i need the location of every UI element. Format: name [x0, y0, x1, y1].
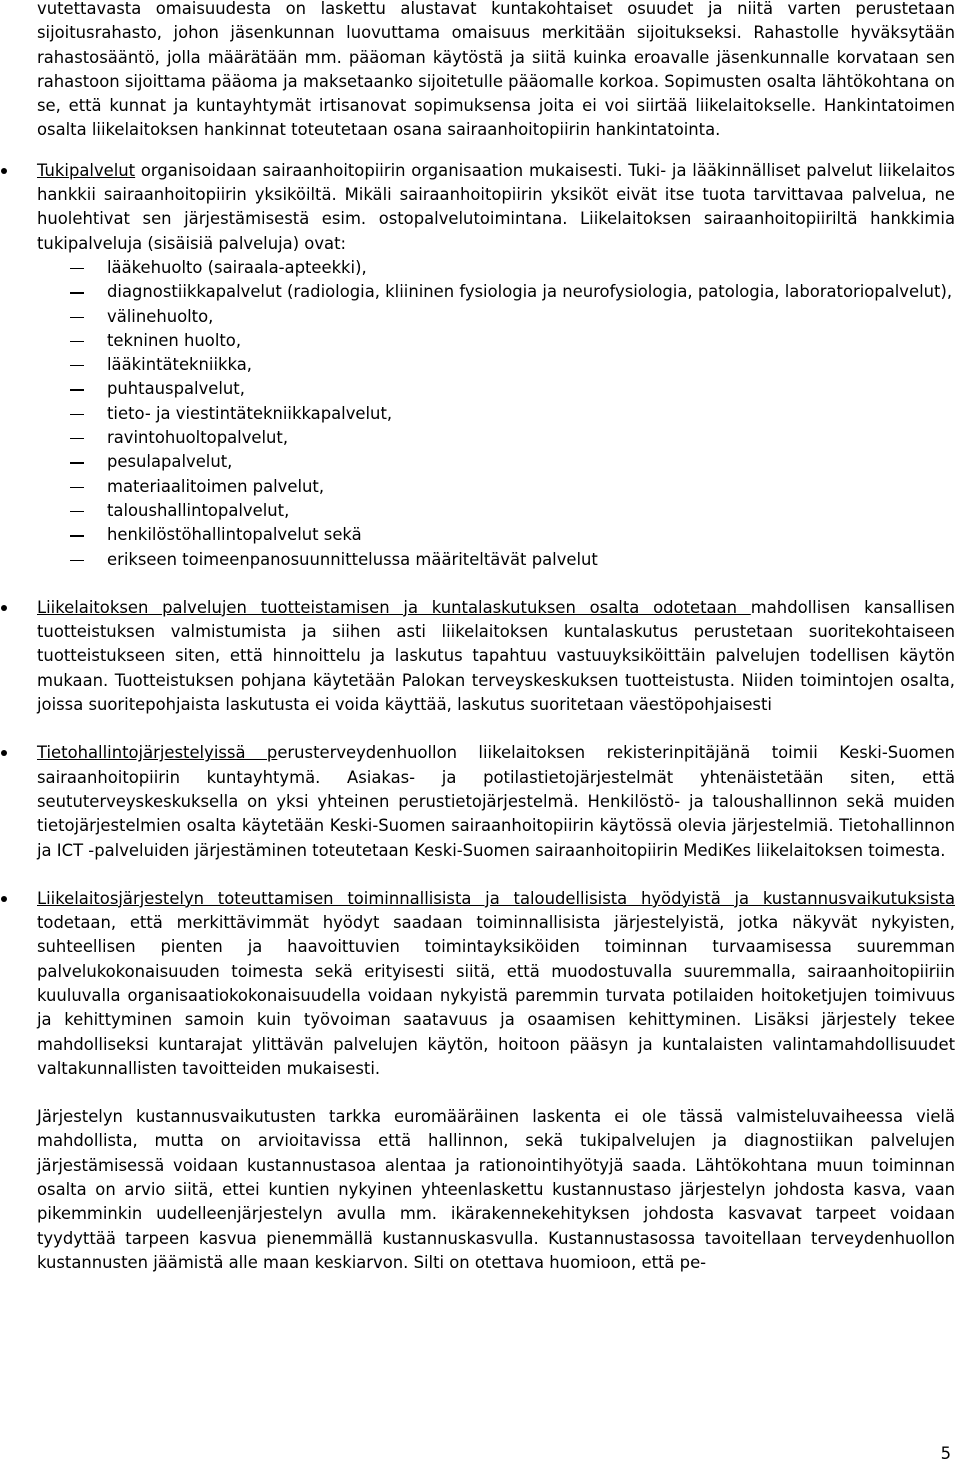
dash-marker — [70, 341, 84, 342]
list-item: tieto- ja viestintätekniikkapalvelut, — [37, 402, 955, 426]
productization-heading: Liikelaitoksen palvelujen tuotteistamisen ja kuntalaskutuksen osalta odotetaan — [37, 597, 751, 617]
dash-marker — [70, 268, 84, 269]
support-services-list — [37, 256, 955, 572]
list-item: lääkintätekniikka, — [37, 353, 955, 377]
list-item: ravintohuoltopalvelut, — [37, 426, 955, 450]
list-item: diagnostiikkapalvelut (radiologia, kliininen fysiologia ja neurofysiologia, patologia, laboratoriopalvelut), — [37, 280, 955, 304]
dash-marker — [70, 292, 84, 293]
list-item: taloushallintopalvelut, — [37, 499, 955, 523]
it-management-heading: Tietohallintojärjestelyissä p — [37, 743, 278, 763]
document-page — [37, 0, 955, 1275]
productization-text: mahdollisen kansallisen tuotteistuksen valmistumista ja siihen asti liikelaitoksen kuntalaskutus perustetaan suoritekohtaiseen tuotteistukseen siten, että hinnoittelu ja laskutus tapahtuu vastuuyksiköittäin palvelujen todellisen käytön mukaan. Tuotteistuksen pohjana käytetään Palokan terveyskeskuksen tuotteistusta. Niiden toimintojen osalta, joissa suoritepohjaista laskutusta ei voida käyttää, laskutus suoritetaan väestöpohjaisesti — [37, 597, 955, 715]
dash-marker — [70, 414, 84, 415]
support-services-paragraph — [37, 159, 955, 256]
dash-marker — [70, 535, 84, 536]
dash-marker — [70, 560, 84, 561]
list-item: erikseen toimeenpanosuunnittelussa määriteltävät palvelut — [37, 548, 955, 572]
benefits-text: todetaan, että merkittävimmät hyödyt saadaan toiminnallisista järjestelyistä, jotka näkyvät nykyisten, suhteellisen pienten ja haavoittuvien toimintayksiköiden toiminnan turvaamisessa suuremman palvelukokonaisuuden toimesta sekä erityisesti siitä, että muodostuvalla suuremmalla, sairaanhoitopiiriin kuuluvalla organisaatiokokonaisuudella voidaan nykyistä paremmin turvata potilaiden hoitoketjujen toimivuus ja kehittyminen samoin kuin työvoiman saatavuus ja osaamisen kehittyminen. Lisäksi järjestely tekee mahdolliseksi kuntarajat ylittävän palvelujen käytön, hoitoon pääsyn ja kuntalaisten valintamahdollisuudet valtakunnallisten tavoitteiden mukaisesti. — [37, 913, 955, 1078]
support-services-heading: Tukipalvelut — [37, 160, 136, 180]
dash-marker — [70, 317, 84, 318]
paragraph-cost-impact: Järjestelyn kustannusvaikutusten tarkka euromääräinen laskenta ei ole tässä valmisteluvaiheessa vielä mahdollista, mutta on arvioitavissa että hallinnon, sekä tukipalvelujen ja diagnostiikan palvelujen järjestämisessä voidaan kustannustasoa alentaa ja rationointihyötyjä saada. Lähtökohtana muun toiminnan osalta on arvio siitä, ettei kuntien nykyinen yhteenlaskettu kustannustaso järjestelyn johdosta kasva, vaan pikemminkin uudelleenjärjestelyn avulla mm. ikärakennekehityksen johdosta kasvavat tarpeet voidaan tyydyttää tarpeen kasvua pienemmällä kustannuskasvulla. Kustannustasossa tavoitellaan terveydenhuollon kustannusten jäämistä alle maan keskiarvon. Silti on otettava huomioon, että pe- — [37, 1107, 955, 1272]
list-item: materiaalitoimen palvelut, — [37, 475, 955, 499]
list-item: välinehuolto, — [37, 305, 955, 329]
list-item: pesulapalvelut, — [37, 450, 955, 474]
it-management-paragraph — [37, 741, 955, 862]
benefits-heading: Liikelaitosjärjestelyn toteuttamisen toiminnallisista ja taloudellisista hyödyistä ja kustannusvaikutuksista — [37, 888, 955, 908]
dash-marker — [70, 487, 84, 488]
paragraph-fund: vutettavasta omaisuudesta on laskettu alustavat kuntakohtaiset osuudet ja niitä varten perustetaan sijoitusrahasto, johon jäsenkunnan luovuttama omaisuus merkitään sijoitukseksi. Rahastolle hyväksytään rahastosääntö, jolla määrätään mm. pääoman käytöstä ja siitä kuinka eroavalle jäsenkunnalle korvataan sen rahastoon sijoittama pääoma ja maksetaanko sijoitetulle pääomalle korkoa. Sopimusten osalta lähtökohtana on se, että kunnat ja kuntayhtymät irtisanovat sopimuksensa joita ei voi siirtää liikelaitokselle. Hankintatoimen osalta liikelaitoksen hankinnat toteutetaan osana sairaanhoitopiirin hankintatointa. — [37, 0, 955, 140]
bullet-benefits — [37, 887, 955, 1081]
dash-marker — [70, 462, 84, 463]
list-item: puhtauspalvelut, — [37, 377, 955, 401]
dash-marker — [70, 511, 84, 512]
dash-marker — [70, 365, 84, 366]
productization-paragraph — [37, 596, 955, 717]
support-services-text: organisoidaan sairaanhoitopiirin organisaation mukaisesti. Tuki- ja lääkinnälliset palvelut liikelaitos hankkii sairaanhoitopiirin yksiköiltä. Mikäli sairaanhoitopiirin yksiköt eivät itse tuota tarvittavaa palvelua, ne huolehtivat sen järjestämisestä esim. ostopalvelutoimintana. Liikelaitoksen sairaanhoitopiiriltä hankkimia tukipalveluja (sisäisiä palveluja) ovat: — [37, 160, 955, 253]
bullet-it-management — [37, 741, 955, 862]
it-management-text: erusterveydenhuollon liikelaitoksen rekisterinpitäjänä toimii Keski-Suomen sairaanhoitopiirin kuntayhtymä. Asiakas- ja potilastietojärjestelmät yhtenäistetään siten, että seututerveyskeskuksella on yksi yhteinen perustietojärjestelmä. Henkilöstö- ja taloushallinnon sekä muiden tietojärjestelmien osalta käytetään Keski-Suomen sairaanhoitopiirin käytössä olevia järjestelmiä. Tietohallinnon ja ICT -palveluiden järjestäminen toteutetaan Keski-Suomen sairaanhoitopiirin MediKes liikelaitoksen toimesta. — [37, 743, 956, 860]
bullet-productization — [37, 596, 955, 717]
list-item: henkilöstöhallintopalvelut sekä — [37, 523, 955, 547]
list-item: tekninen huolto, — [37, 329, 955, 353]
benefits-paragraph — [37, 887, 955, 1081]
dash-marker — [70, 389, 84, 390]
bullet-support-services — [37, 159, 955, 572]
page-number: 5 — [940, 1444, 951, 1463]
list-item: lääkehuolto (sairaala-apteekki), — [37, 256, 955, 280]
dash-marker — [70, 438, 84, 439]
